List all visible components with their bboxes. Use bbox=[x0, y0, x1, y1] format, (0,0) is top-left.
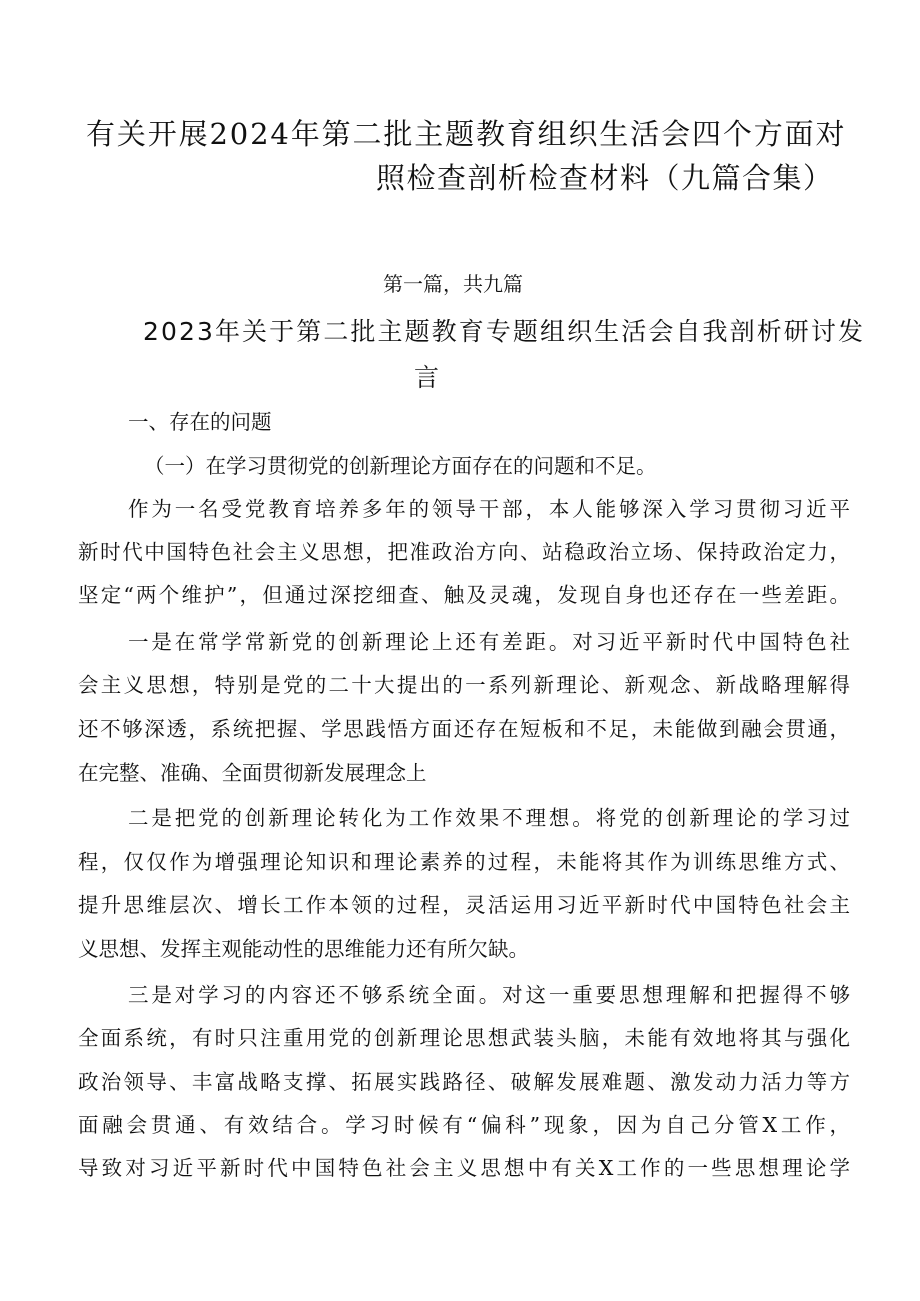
paragraph-1-line-1: 作为一名受党教育培养多年的领导干部，本人能够深入学习贯彻习近平 bbox=[128, 497, 853, 521]
paragraph-2-line-4: 在完整、准确、全面贯彻新发展理念上 bbox=[78, 761, 427, 785]
paragraph-2-line-1: 一是在常学常新党的创新理论上还有差距。对习近平新时代中国特色社 bbox=[128, 630, 853, 654]
paragraph-1-line-2: 新时代中国特色社会主义思想，把准政治方向、站稳政治立场、保持政治定力， bbox=[78, 540, 852, 564]
paragraph-4-line-4: 面融会贯通、有效结合。学习时候有“偏科”现象，因为自己分管X工作， bbox=[78, 1113, 854, 1137]
main-title-line-1: 有关开展2024年第二批主题教育组织生活会四个方面对 bbox=[86, 117, 847, 151]
subsection-heading: （一）在学习贯彻党的创新理论方面存在的问题和不足。 bbox=[144, 454, 657, 478]
paragraph-3-line-4: 义思想、发挥主观能动性的思维能力还有所欠缺。 bbox=[78, 937, 529, 961]
article-title-line-2: 言 bbox=[414, 363, 440, 392]
paragraph-2-line-3: 还不够深透，系统把握、学思践悟方面还存在短板和不足，未能做到融会贯通， bbox=[78, 717, 852, 741]
paragraph-3-line-3: 提升思维层次、增长工作本领的过程，灵活运用习近平新时代中国特色社会主 bbox=[78, 893, 853, 917]
paragraph-4-line-1: 三是对学习的内容还不够系统全面。对这一重要思想理解和把握得不够 bbox=[128, 983, 853, 1007]
paragraph-3-line-1: 二是把党的创新理论转化为工作效果不理想。将党的创新理论的学习过 bbox=[128, 806, 853, 830]
article-title-line-1: 2023年关于第二批主题教育专题组织生活会自我剖析研讨发 bbox=[143, 317, 866, 346]
section-heading: 一、存在的问题 bbox=[128, 410, 272, 434]
paragraph-1-line-3: 坚定“两个维护”，但通过深挖细查、触及灵魂，发现自身也还存在一些差距。 bbox=[78, 583, 853, 607]
paragraph-4-line-3: 政治领导、丰富战略支撑、拓展实践路径、破解发展难题、激发动力活力等方 bbox=[78, 1070, 853, 1094]
part-label: 第一篇，共九篇 bbox=[383, 272, 523, 296]
paragraph-4-line-2: 全面系统，有时只注重用党的创新理论思想武装头脑，未能有效地将其与强化 bbox=[78, 1026, 853, 1050]
paragraph-4-line-5: 导致对习近平新时代中国特色社会主义思想中有关X工作的一些思想理论学 bbox=[78, 1156, 854, 1180]
paragraph-2-line-2: 会主义思想，特别是党的二十大提出的一系列新理论、新观念、新战略理解得 bbox=[78, 673, 853, 697]
main-title-line-2: 照检查剖析检查材料（九篇合集） bbox=[376, 161, 834, 195]
paragraph-3-line-2: 程，仅仅作为增强理论知识和理论素养的过程，未能将其作为训练思维方式、 bbox=[78, 850, 853, 874]
